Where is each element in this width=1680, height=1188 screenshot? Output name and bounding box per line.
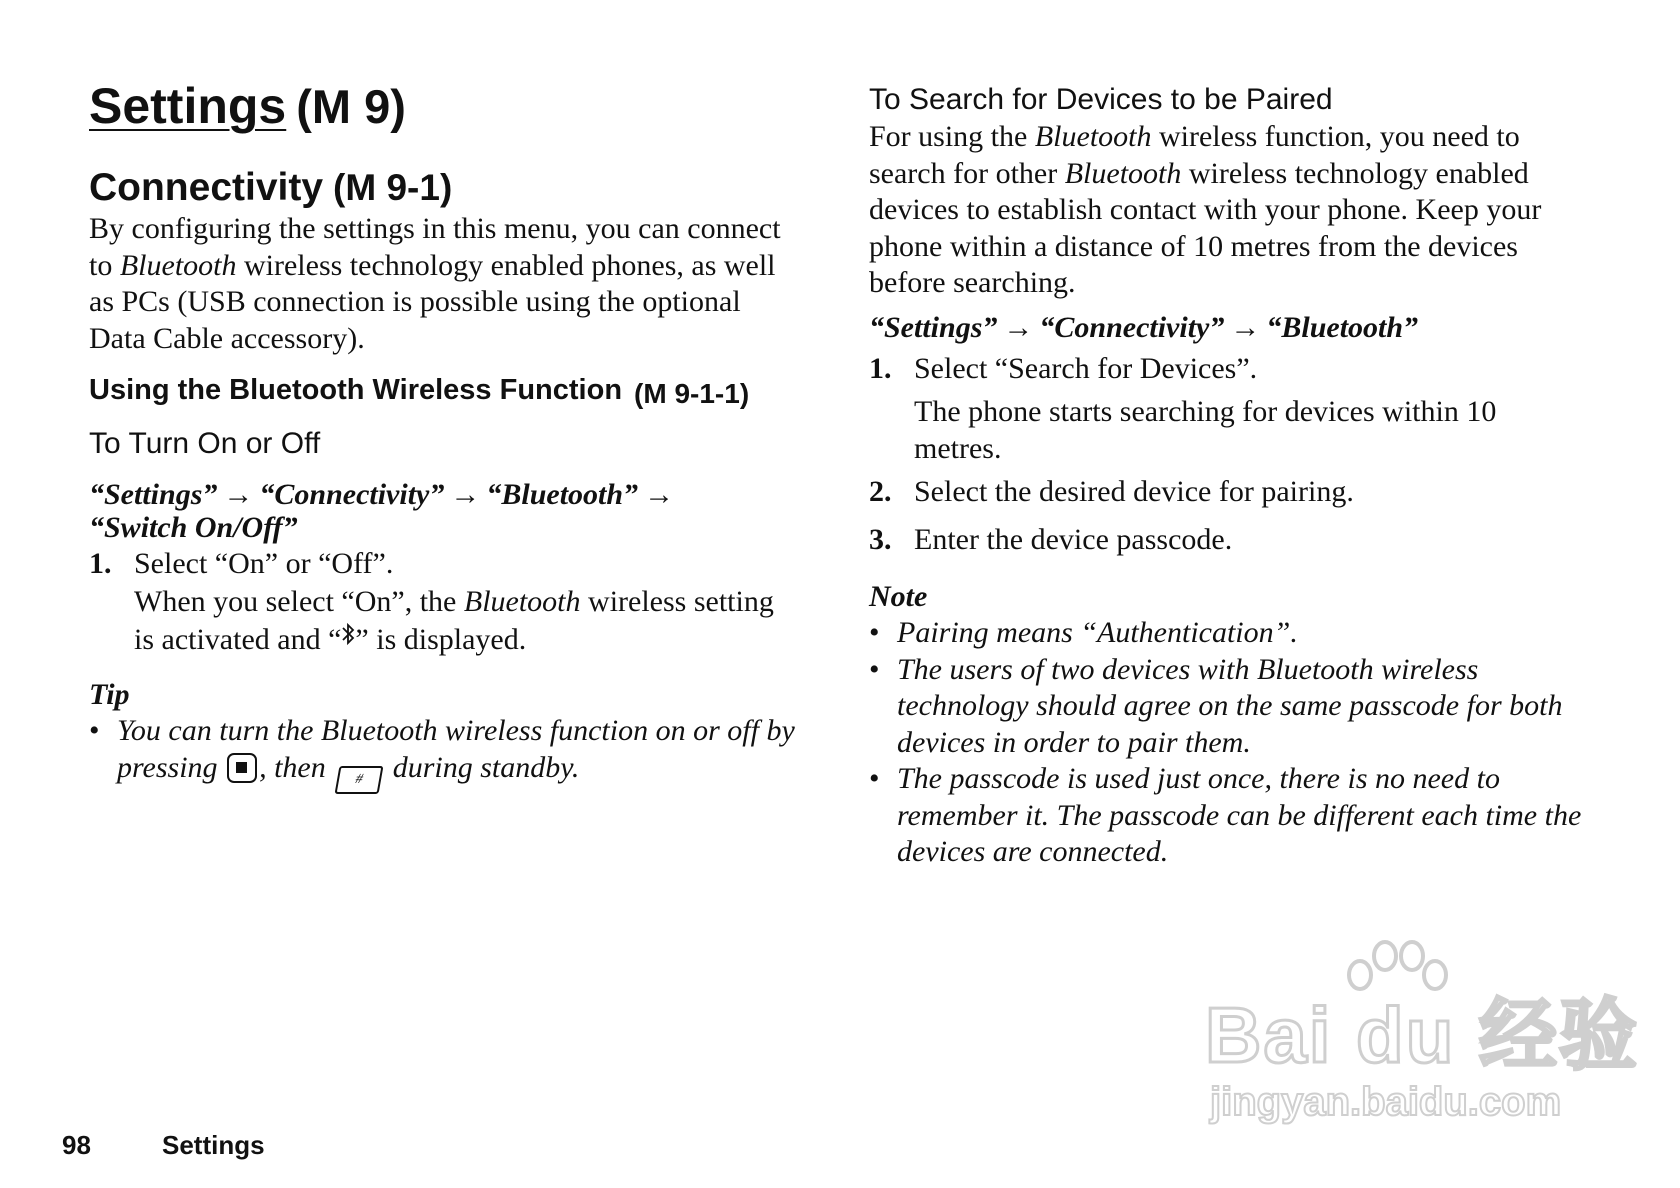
note-item: [869, 652, 1589, 762]
path-arrow: →: [450, 478, 481, 511]
bluetooth-function-title: Using the Bluetooth Wireless Function: [89, 374, 623, 406]
page-title-code: (M 9): [296, 80, 406, 133]
search-intro-2: wireless function, you need to search for other: [869, 120, 1520, 190]
step-number: 2.: [869, 475, 892, 508]
baidu-watermark: [1205, 940, 1640, 1140]
note-item-text: The users of two devices with Bluetooth wireless technology should agree on the same passcode for both devices in order to pair them.: [897, 652, 1563, 759]
note-item: [869, 761, 1589, 871]
bullet: •: [89, 714, 100, 747]
note-item: [869, 615, 1589, 652]
detail-text-1: When you select “On”, the: [134, 585, 464, 618]
search-intro-3: wireless technology enabled devices to establish contact with your phone. Keep your phone within a distance of 10 metres from the devices before searching.: [869, 156, 1542, 299]
search-intro: [869, 119, 1589, 302]
connectivity-intro: [89, 211, 789, 357]
step-detail: [89, 583, 799, 659]
path-settings: “Settings”: [89, 478, 218, 511]
hash-key-icon: #: [335, 766, 384, 794]
connectivity-heading: [89, 165, 452, 211]
search-heading: To Search for Devices to be Paired: [869, 83, 1333, 116]
intro-text-2: wireless technology enabled phones, as well as PCs (USB connection is possible using the optional Data Cable accessory).: [89, 248, 776, 355]
path-connectivity: “Connectivity”: [1039, 311, 1225, 344]
turn-on-off-heading: To Turn On or Off: [89, 427, 321, 460]
bullet: •: [869, 762, 880, 795]
note-item-text: Pairing means “Authentication”.: [897, 616, 1298, 649]
step-number: 1.: [89, 547, 112, 580]
step-number: 3.: [869, 523, 892, 556]
search-intro-1: For using the: [869, 120, 1035, 153]
step-text: Select “Search for Devices”.: [914, 352, 1258, 385]
bullet: •: [869, 652, 880, 686]
path-bluetooth: “Bluetooth”: [1266, 311, 1419, 344]
footer-section: Settings: [162, 1130, 265, 1160]
search-intro-bluetooth: Bluetooth: [1064, 156, 1182, 190]
detail-bluetooth: Bluetooth: [463, 585, 581, 618]
step-text: Select the desired device for pairing.: [914, 475, 1354, 508]
search-step-3: [869, 521, 1589, 559]
path-bluetooth: “Bluetooth”: [486, 478, 639, 511]
tip-text-3: during standby.: [385, 750, 580, 784]
path-arrow: →: [644, 478, 675, 511]
tip-text-1: You can turn the Bluetooth wireless function on or off by pressing: [117, 714, 795, 784]
path-arrow: →: [223, 478, 254, 511]
search-step-2: [869, 473, 1589, 511]
tip-list: [89, 713, 809, 794]
step-text: Select “On” or “Off”.: [134, 547, 394, 580]
page-number: 98: [62, 1130, 91, 1160]
search-menu-path: [869, 311, 1589, 344]
search-intro-bluetooth: Bluetooth: [1034, 120, 1152, 153]
bullet: •: [869, 616, 880, 649]
note-item-text: The passcode is used just once, there is no need to remember it. The passcode can be different each time the devices are connected.: [897, 762, 1582, 868]
step-text: Enter the device passcode.: [914, 523, 1233, 556]
intro-text-1: By configuring the settings in this menu, you can connect to: [89, 212, 781, 282]
bluetooth-function-code: (M 9-1-1): [634, 378, 750, 409]
path-settings: “Settings”: [869, 311, 998, 344]
detail-text-2: wireless setting is activated and “: [134, 585, 774, 656]
turn-on-off-menu-path: [89, 478, 799, 544]
watermark-url: jingyan.baidu.com: [1210, 1080, 1562, 1124]
path-arrow: →: [1230, 311, 1261, 344]
connectivity-title: Connectivity: [89, 166, 324, 209]
bluetooth-icon: [341, 627, 355, 652]
path-connectivity: “Connectivity”: [259, 478, 445, 511]
note-list: [869, 615, 1589, 871]
turn-on-step-1: [89, 545, 799, 659]
tip-item: [89, 713, 809, 794]
step-detail: The phone starts searching for devices within 10 metres.: [914, 395, 1497, 465]
watermark-logo: Bai du 经验: [1205, 991, 1640, 1079]
page-title-text: Settings: [89, 78, 287, 134]
intro-bluetooth: Bluetooth: [119, 248, 237, 282]
path-arrow: →: [1003, 311, 1034, 344]
bluetooth-function-heading: [89, 372, 749, 408]
note-title: Note: [869, 580, 928, 613]
tip-title: Tip: [89, 678, 130, 711]
search-step-1: [869, 350, 1589, 467]
center-key-icon: [227, 753, 257, 783]
step-number: 1.: [869, 352, 892, 385]
page-title: [89, 76, 406, 137]
tip-text-2: , then: [259, 750, 334, 784]
detail-text-3: ” is displayed.: [355, 623, 527, 656]
path-switch-on-off: “Switch On/Off”: [89, 511, 298, 544]
connectivity-code: (M 9-1): [333, 167, 453, 208]
